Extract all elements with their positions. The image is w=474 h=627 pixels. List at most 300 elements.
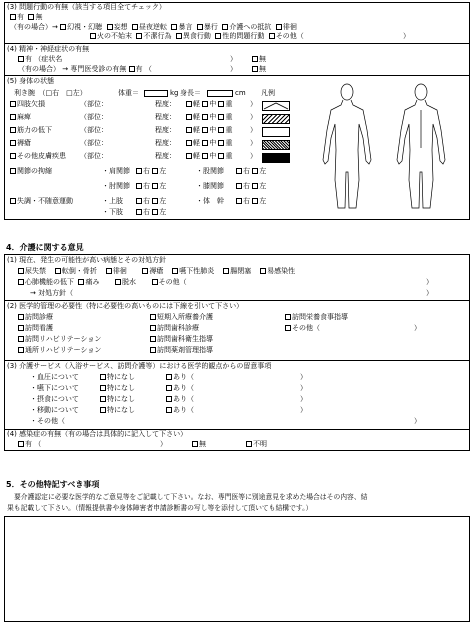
q3-options	[10, 13, 42, 22]
right-checkbox-wrap	[236, 182, 250, 190]
degree-label: 程度：	[155, 126, 176, 134]
degree-checkbox-wrap	[218, 100, 232, 108]
legend-swatch-muscle	[262, 127, 290, 137]
q4-title: (4) 精神・神経症状の有無	[7, 45, 90, 53]
mgmt-item	[18, 335, 101, 344]
infection-no-label: 無	[199, 440, 206, 448]
behavior-label: 妄想	[113, 23, 128, 31]
mgmt-checkbox[interactable]	[285, 325, 291, 331]
divider	[4, 75, 470, 76]
infection-unknown-checkbox[interactable]	[246, 441, 252, 447]
joint-part-a: ・肘関節	[102, 182, 130, 190]
legend-swatch-bedsore	[262, 140, 290, 150]
care-some-checkbox-wrap	[166, 384, 194, 392]
notes-textarea[interactable]	[4, 516, 470, 622]
condition-label: 転倒・骨折	[61, 267, 97, 275]
mgmt-label: その他（	[292, 324, 320, 332]
left-checkbox[interactable]	[152, 209, 158, 215]
row-close: ）	[250, 152, 257, 160]
infection-yes-label: 有	[25, 440, 32, 448]
lr-options	[236, 182, 266, 191]
q4-no-label: 無	[259, 55, 266, 63]
mgmt-checkbox[interactable]	[150, 314, 156, 320]
kg-unit: kg	[170, 89, 179, 97]
mgmt-label: 訪問歯科衛生指導	[157, 335, 213, 343]
condition-checkbox[interactable]	[172, 268, 178, 274]
q4-yes-label: 有	[25, 55, 32, 63]
right-checkbox[interactable]	[136, 198, 142, 204]
left-label: 左	[159, 167, 167, 175]
joint-part-b: ・体 幹	[196, 197, 224, 205]
lr-options	[136, 197, 166, 206]
care-none-checkbox-wrap	[100, 406, 135, 414]
care-none-checkbox-wrap	[100, 373, 135, 381]
left-checkbox-wrap	[152, 167, 166, 175]
degree-checkbox-wrap	[186, 139, 200, 147]
care-none-label: 特になし	[107, 395, 135, 403]
care-some	[166, 395, 194, 404]
mgmt-item	[285, 324, 320, 333]
degree-option-label: 軽	[193, 100, 200, 108]
condition-label: 腸閉塞	[230, 267, 252, 275]
q3-yes-checkbox[interactable]	[10, 14, 16, 20]
right-checkbox[interactable]	[236, 168, 242, 174]
policy-close: ）	[426, 289, 433, 297]
degree-label: 程度：	[155, 139, 176, 147]
left-checkbox[interactable]	[252, 198, 258, 204]
body-row	[10, 113, 31, 122]
sec4-q3-title: (3) 介護サービス（入浴サービス、訪問介護等）における医学的観点からの留意事項	[7, 362, 272, 370]
degree-checkbox[interactable]	[218, 101, 224, 107]
behavior-checkbox[interactable]	[136, 33, 142, 39]
care-none-checkbox-wrap	[100, 384, 135, 392]
behavior-label: 徘徊	[282, 23, 297, 31]
care-close: ）	[300, 406, 307, 414]
degree-options	[186, 100, 232, 109]
specialist-row	[18, 65, 152, 74]
left-checkbox[interactable]	[252, 168, 258, 174]
care-close: ）	[414, 417, 421, 425]
body-row-checkbox-wrap	[10, 152, 66, 160]
condition-checkbox[interactable]	[223, 268, 229, 274]
degree-checkbox[interactable]	[186, 140, 192, 146]
left-checkbox-wrap	[152, 182, 166, 190]
degree-options	[186, 126, 232, 135]
arrow: →	[52, 23, 58, 31]
joint-part-a: ・上肢	[102, 197, 123, 205]
mgmt-checkbox-wrap	[150, 335, 213, 343]
care-none-checkbox-wrap	[100, 395, 135, 403]
degree-checkbox[interactable]	[186, 127, 192, 133]
if-yes-label: （有の場合）	[18, 65, 60, 73]
degree-checkbox-wrap	[202, 139, 216, 147]
lr-options	[236, 167, 266, 176]
degree-checkbox[interactable]	[218, 140, 224, 146]
q4-no	[252, 55, 266, 64]
if-yes-label: （有の場合）	[10, 23, 52, 31]
sec4-q4-title: (4) 感染症の有無（有の場合は具体的に記入して下さい）	[7, 430, 188, 438]
body-row	[10, 126, 52, 135]
condition-checkbox[interactable]	[115, 279, 121, 285]
behavior-label: 異食行動	[182, 32, 211, 40]
condition-label: その他（	[158, 278, 187, 286]
care-some-label: あり（	[173, 406, 194, 414]
symptom-close: ）	[230, 55, 237, 63]
degree-checkbox[interactable]	[202, 153, 208, 159]
care-some-label: あり（	[173, 395, 194, 403]
mgmt-item	[150, 313, 213, 322]
degree-checkbox-wrap	[202, 152, 216, 160]
specialist-label: 専門医受診の有無	[70, 65, 127, 73]
body-front-figure	[323, 84, 371, 208]
lr-options	[136, 208, 166, 217]
joint-checkbox[interactable]	[10, 168, 16, 174]
condition-checkbox[interactable]	[106, 268, 112, 274]
mgmt-checkbox-wrap	[18, 346, 101, 354]
specialist-yes-label: 有	[135, 65, 143, 73]
mgmt-checkbox[interactable]	[150, 347, 156, 353]
degree-options	[186, 113, 232, 122]
right-label: 右	[143, 182, 150, 190]
behavior-checkbox[interactable]	[269, 33, 275, 39]
condition-checkbox[interactable]	[142, 268, 148, 274]
infection-no-checkbox[interactable]	[192, 441, 198, 447]
body-back-figure	[397, 84, 445, 208]
behavior-label: 幻視・幻聴	[67, 23, 103, 31]
degree-checkbox[interactable]	[202, 101, 208, 107]
q4-no-checkbox[interactable]	[252, 56, 258, 62]
specialist-yes-checkbox[interactable]	[129, 66, 135, 72]
degree-option-label: 重	[225, 139, 233, 147]
height-input[interactable]	[207, 90, 233, 97]
degree-checkbox[interactable]	[186, 153, 192, 159]
degree-option-label: 中	[209, 100, 217, 108]
degree-option-label: 重	[225, 152, 233, 160]
conditions-row2	[18, 278, 187, 287]
mgmt-item	[18, 346, 101, 355]
condition-checkbox[interactable]	[55, 268, 61, 274]
degree-checkbox-wrap	[186, 152, 200, 160]
behavior-checkbox[interactable]	[107, 24, 113, 30]
policy-label: → 対処方針（	[30, 289, 74, 297]
behavior-label: 火の不始末	[97, 32, 132, 40]
part-label: （部位：	[80, 113, 108, 121]
mgmt-checkbox-wrap	[18, 324, 53, 332]
right-checkbox[interactable]	[236, 198, 242, 204]
mgmt-item	[150, 346, 213, 355]
body-row-checkbox-wrap	[10, 126, 52, 134]
care-item-label: ・移動について	[30, 406, 79, 414]
mgmt-item	[18, 324, 53, 333]
care-none-checkbox[interactable]	[100, 374, 106, 380]
mgmt-item	[18, 313, 53, 322]
part-label: （部位：	[80, 152, 108, 160]
body-row-checkbox[interactable]	[10, 101, 16, 107]
body-row-checkbox[interactable]	[10, 127, 16, 133]
sec4-q1-title: (1) 現在、発生の可能性が高い病態とその対処方針	[7, 256, 167, 264]
left-checkbox[interactable]	[252, 183, 258, 189]
degree-label: 程度：	[155, 113, 176, 121]
mgmt-label: 訪問歯科診療	[157, 324, 199, 332]
mgmt-checkbox[interactable]	[150, 336, 156, 342]
conditions-row1	[18, 267, 295, 276]
body-row	[10, 139, 31, 148]
right-checkbox-wrap	[136, 182, 150, 190]
behavior-checkbox[interactable]	[276, 24, 282, 30]
body-row-checkbox[interactable]	[10, 140, 16, 146]
left-label: 左	[159, 182, 167, 190]
degree-checkbox[interactable]	[186, 114, 192, 120]
care-none-checkbox[interactable]	[100, 396, 106, 402]
q4-yes-checkbox[interactable]	[18, 56, 24, 62]
infection-unknown-label: 不明	[253, 440, 267, 448]
care-some-checkbox[interactable]	[166, 385, 172, 391]
behavior-checkbox[interactable]	[215, 33, 221, 39]
body-row-checkbox-wrap	[10, 113, 31, 121]
symptom-name-label: （症状名	[34, 55, 63, 63]
mgmt-checkbox-wrap	[150, 324, 199, 332]
q3-behavior-row2	[90, 32, 304, 41]
right-label: 右	[243, 197, 250, 205]
left-checkbox[interactable]	[152, 183, 158, 189]
right-checkbox-wrap	[136, 167, 150, 175]
degree-label: 程度：	[155, 100, 176, 108]
care-some	[166, 406, 194, 415]
care-some-checkbox[interactable]	[166, 374, 172, 380]
right-checkbox[interactable]	[136, 183, 142, 189]
left-checkbox-wrap	[252, 197, 266, 205]
behavior-label: 介護への抵抗	[229, 23, 272, 31]
right-label: 右	[143, 197, 150, 205]
care-none-label: 特になし	[107, 384, 135, 392]
behavior-label: その他（	[275, 32, 304, 40]
right-label: 右	[243, 182, 250, 190]
legend-swatch-paralysis	[262, 114, 290, 124]
mgmt-checkbox-wrap	[285, 324, 320, 332]
degree-checkbox-wrap	[218, 139, 232, 147]
body-row	[10, 100, 45, 109]
degree-checkbox[interactable]	[218, 114, 224, 120]
condition-checkbox[interactable]	[152, 279, 158, 285]
mgmt-checkbox[interactable]	[18, 336, 24, 342]
care-some	[166, 384, 194, 393]
behavior-label: 昼夜逆転	[139, 23, 168, 31]
q3-no-checkbox[interactable]	[28, 14, 34, 20]
infection-yes-checkbox[interactable]	[18, 441, 24, 447]
condition-label: 心肺機能の低下	[25, 278, 74, 286]
q4-symptom-row	[18, 55, 62, 64]
specialist-close: ）	[230, 65, 237, 73]
behavior-label: 性的問題行動	[222, 32, 265, 40]
mgmt-checkbox[interactable]	[150, 325, 156, 331]
degree-checkbox-wrap	[186, 113, 200, 121]
q3-behavior-row1	[10, 23, 297, 32]
degree-option-label: 中	[209, 139, 217, 147]
joint-part-a: ・下肢	[102, 208, 123, 216]
specialist-no-label: 無	[259, 65, 266, 73]
care-none-checkbox[interactable]	[100, 385, 106, 391]
left-label: 左	[159, 197, 167, 205]
body-row-label: 麻痺	[17, 113, 31, 121]
body-row-label: 筋力の低下	[17, 126, 52, 134]
left-label: 左	[259, 197, 267, 205]
body-row-label: 褥瘡	[17, 139, 31, 147]
care-some-checkbox-wrap	[166, 406, 194, 414]
joint-part-b: ・股関節	[196, 167, 224, 175]
mgmt-item	[285, 313, 348, 322]
degree-options	[186, 139, 232, 148]
degree-checkbox-wrap	[202, 126, 216, 134]
mgmt-item	[150, 324, 199, 333]
degree-option-label: 軽	[193, 152, 200, 160]
divider	[4, 360, 470, 361]
degree-options	[186, 152, 232, 161]
degree-option-label: 軽	[193, 126, 200, 134]
degree-option-label: 軽	[193, 139, 200, 147]
mgmt-checkbox-wrap	[18, 335, 101, 343]
care-none	[100, 395, 135, 404]
degree-checkbox-wrap	[218, 152, 232, 160]
degree-checkbox[interactable]	[218, 127, 224, 133]
care-none-checkbox[interactable]	[100, 407, 106, 413]
mgmt-label: 通所リハビリテーション	[25, 346, 102, 354]
behavior-checkbox[interactable]	[60, 24, 66, 30]
row-close: ）	[250, 126, 257, 134]
right-checkbox-wrap	[236, 197, 250, 205]
degree-checkbox[interactable]	[218, 153, 224, 159]
behavior-label: 暴行	[203, 23, 218, 31]
body-row-checkbox-wrap	[10, 100, 45, 108]
right-checkbox[interactable]	[236, 183, 242, 189]
sec5-title: 5．その他特記すべき事項	[6, 480, 100, 489]
cm-unit: cm	[235, 89, 246, 97]
right-label: 右	[143, 167, 150, 175]
divider	[4, 43, 470, 44]
right-checkbox-wrap	[136, 208, 150, 216]
ataxia-checkbox[interactable]	[10, 198, 16, 204]
row-close: ）	[250, 113, 257, 121]
weight-input[interactable]	[144, 90, 168, 97]
condition-label: 脱水	[122, 278, 137, 286]
left-checkbox[interactable]	[152, 198, 158, 204]
body-row	[10, 152, 66, 161]
behavior-checkbox[interactable]	[132, 24, 138, 30]
left-checkbox-wrap	[252, 167, 266, 175]
degree-option-label: 中	[209, 126, 217, 134]
left-checkbox-wrap	[252, 182, 266, 190]
left-checkbox[interactable]	[152, 168, 158, 174]
infection-close: ）	[160, 440, 167, 448]
sec4-title: 4．介護に関する意見	[6, 243, 84, 252]
mgmt-item	[150, 335, 213, 344]
mgmt-checkbox[interactable]	[18, 325, 24, 331]
right-checkbox-wrap	[136, 197, 150, 205]
degree-checkbox[interactable]	[202, 127, 208, 133]
joint-label-row	[10, 167, 52, 176]
behavior-checkbox[interactable]	[171, 24, 177, 30]
open-paren: （	[144, 65, 152, 73]
care-close: ）	[300, 384, 307, 392]
body-row-checkbox[interactable]	[10, 153, 16, 159]
mgmt-checkbox-wrap	[18, 313, 53, 321]
ataxia-label: 失調・不随意運動	[17, 197, 73, 205]
condition-label: 嚥下性肺炎	[179, 267, 215, 275]
care-item-label: ・その他（	[30, 417, 65, 425]
specialist-no-checkbox[interactable]	[252, 66, 258, 72]
behavior-other-close: ）	[403, 32, 410, 40]
part-label: （部位：	[80, 126, 108, 134]
lr-options	[136, 182, 166, 191]
care-some-checkbox-wrap	[166, 395, 194, 403]
body-row-checkbox[interactable]	[10, 114, 16, 120]
behavior-label: 暴言	[178, 23, 193, 31]
body-row-label: 四肢欠損	[17, 100, 45, 108]
sec4-q2-title: (2) 医学的管理の必要性（特に必要性の高いものには下線を引いて下さい）	[7, 302, 244, 310]
mgmt-checkbox[interactable]	[285, 314, 291, 320]
right-label: 右	[143, 208, 150, 216]
degree-checkbox-wrap	[218, 126, 232, 134]
care-some-checkbox[interactable]	[166, 407, 172, 413]
row-close: ）	[250, 139, 257, 147]
mgmt-other-close: ）	[414, 324, 421, 332]
care-item-label: ・血圧について	[30, 373, 79, 381]
body-row-label: その他皮膚疾患	[17, 152, 66, 160]
ataxia-label-row	[10, 197, 73, 206]
mgmt-checkbox-wrap	[150, 346, 213, 354]
degree-label: 程度：	[155, 152, 176, 160]
left-label: 左	[259, 182, 267, 190]
left-label: 左	[259, 167, 267, 175]
right-checkbox[interactable]	[136, 168, 142, 174]
part-label: （部位：	[80, 139, 108, 147]
legend-title: 凡例	[261, 89, 275, 97]
degree-option-label: 中	[209, 152, 217, 160]
degree-option-label: 重	[225, 126, 233, 134]
mgmt-checkbox[interactable]	[18, 314, 24, 320]
joint-part-b: ・膝関節	[196, 182, 224, 190]
condition-checkbox[interactable]	[18, 268, 24, 274]
condition-checkbox[interactable]	[260, 268, 266, 274]
behavior-checkbox[interactable]	[222, 24, 228, 30]
behavior-checkbox[interactable]	[90, 33, 96, 39]
degree-checkbox-wrap	[186, 126, 200, 134]
degree-checkbox[interactable]	[202, 140, 208, 146]
arrow: →	[62, 65, 69, 73]
infection-yes	[18, 440, 41, 449]
condition-label: 徘徊	[112, 267, 127, 275]
weight-label: 体重＝	[118, 89, 139, 97]
left-checkbox-wrap	[152, 208, 166, 216]
degree-option-label: 軽	[193, 113, 200, 121]
mgmt-checkbox[interactable]	[18, 347, 24, 353]
infection-unknown	[246, 440, 267, 449]
behavior-checkbox[interactable]	[176, 33, 182, 39]
behavior-checkbox[interactable]	[197, 24, 203, 30]
degree-checkbox[interactable]	[186, 101, 192, 107]
joint-part-a: ・肩関節	[102, 167, 130, 175]
dominant-hand: 利き腕 （□右 □左）	[14, 89, 87, 97]
care-some	[166, 373, 194, 382]
q3-no-label: 無	[35, 13, 43, 21]
q3-yes-label: 有	[17, 13, 24, 21]
conditions-close: ）	[426, 278, 433, 286]
condition-checkbox[interactable]	[78, 279, 84, 285]
degree-checkbox[interactable]	[202, 114, 208, 120]
right-checkbox[interactable]	[136, 209, 142, 215]
condition-checkbox[interactable]	[18, 279, 24, 285]
condition-label: 褥瘡	[149, 267, 164, 275]
care-some-checkbox[interactable]	[166, 396, 172, 402]
